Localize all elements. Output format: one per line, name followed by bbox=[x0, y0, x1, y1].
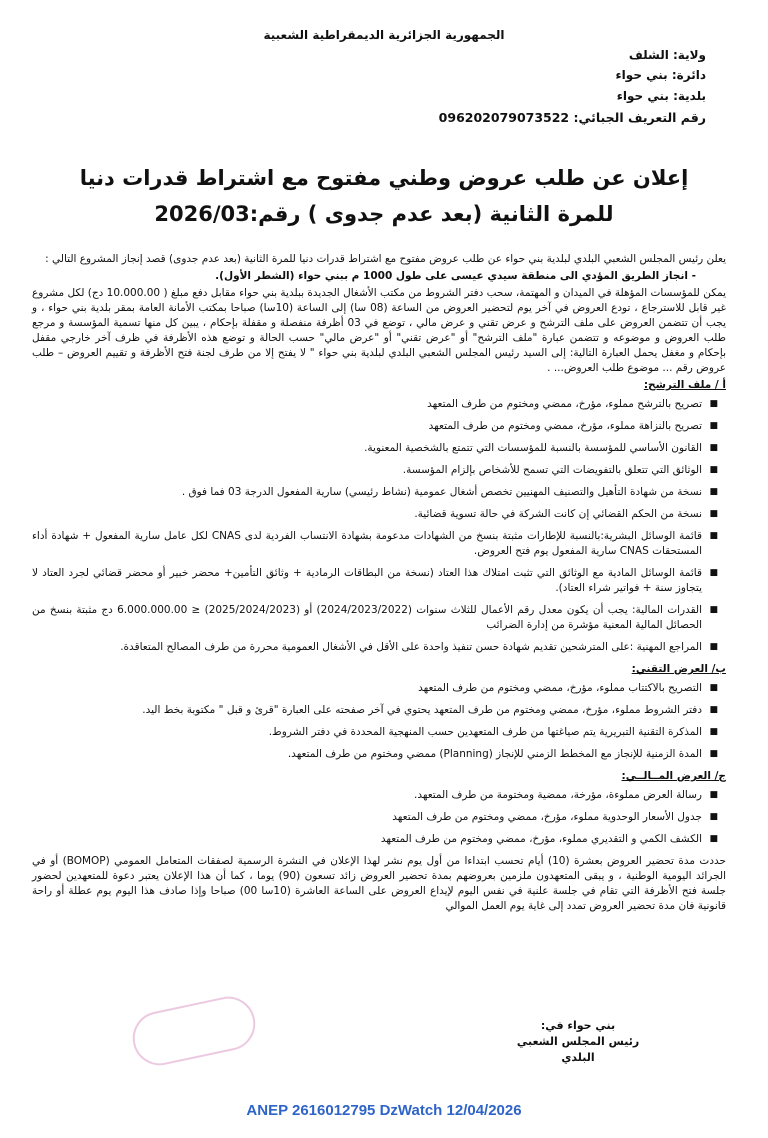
conditions-paragraph: يمكن للمؤسسات المؤهلة في الميدان و المهتمة، سحب دفتر الشروط من مكتب الأشغال الجديدة ببلدية بني حواء مقابل دفع مبلغ ( 10.000.00 دج) لكل مشروع غير قابل للاسترجاع ، تودع العروض في آخر يوم لتحضير العروض من الساعة (08 سا) إلى الساعة (10سا) صباحا بمكتب الأمانة العامة بمقر بلدية بني حواء ، و يجب أن تتضمن العروض على ملف الترشح و عرض تقني و عرض مالي ، توضع في 03 أظرفة منفصلة و مقفلة بإحكام ، يبين كل منها تسمية المؤسسة و مرجع طلب العروض و موضوعه و تتضمن عبارة "ملف الترشح" أو "عرض تقني" أو "عرض مالي" حسب الحالة و توضع هذه الأظرفة في ظرف آخر خارجي مقفل بإحكام و مغفل يحمل العبارة التالية: إلى السيد رئيس المجلس الشعبي البلدي لبلدية بني حواء " لا يفتح إلا من طرف لجنة فتح الأظرفة و تقييم العروض – طلب عروض رقم ... موضوع طلب العروض... . bbox=[32, 287, 727, 374]
bullet-icon: ■ bbox=[709, 749, 718, 759]
list-item: ■ المراجع المهنية :على المترشحين تقديم شهادة حسن تنفيذ واحدة على الأقل في الأشغال العمومية محررة من طرف المصالح المتعاقدة. bbox=[120, 641, 718, 653]
bullet-icon: ■ bbox=[709, 705, 718, 715]
signature-place: بني حواء في: bbox=[540, 1019, 616, 1032]
list-item: ■ المذكرة التقنية التبريرية يتم صياغتها من طرف المتعهدين حسب المنهجية المحددة في دفتر الشروط. bbox=[268, 726, 718, 738]
publication-reference: ANEP 2616012795 DzWatch 12/04/2026 bbox=[246, 1102, 522, 1119]
intro-paragraph: يعلن رئيس المجلس الشعبي البلدي لبلدية بني حواء عن طلب عروض مفتوح مع اشتراط قدرات دنيا للمرة الثانية (بعد عدم جدوى) قصد إنجاز المشروع التالي : bbox=[45, 253, 726, 265]
bullet-icon: ■ bbox=[709, 568, 718, 578]
title-line-1: إعلان عن طلب عروض وطني مفتوح مع اشتراط قدرات دنيا bbox=[79, 166, 689, 190]
bullet-icon: ■ bbox=[709, 465, 718, 475]
closing-paragraph: حددت مدة تحضير العروض بعشرة (10) أيام تحسب ابتداءا من أول يوم نشر لهذا الإعلان في النشرة الرسمية لصفقات المتعامل العمومي (BOMOP) أو في الجرائد اليومية الوطنية ، و يبقى المتعهدون ملزمين بعروضهم بمدة تحضير العروض زائد تسعون (90) يوما ، كما أن هذا الإعلان يعتبر دعوة للمتعهدين لحضور جلسة فتح الأظرفة التي تقام في جلسة علنية في نفس اليوم لإيداع العروض على الساعة العاشرة (10سا 00) صباحا وإذا صادف هذا اليوم يوم عطلة أو راحة قانونية فان مدة تحضير العروض تمدد إلى غاية يوم العمل الموالي bbox=[32, 855, 726, 912]
bullet-icon: ■ bbox=[709, 399, 718, 409]
wilaya-label: ولاية: الشلف bbox=[628, 48, 706, 62]
bullet-icon: ■ bbox=[709, 531, 718, 541]
list-item: ■ تصريح بالترشح مملوء، مؤرخ، ممضي ومختوم من طرف المتعهد bbox=[427, 398, 718, 410]
signature-title: رئيس المجلس الشعبي البلدي bbox=[516, 1035, 640, 1064]
list-item: ■ تصريح بالنزاهة مملوء، مؤرخ، ممضي ومختوم من طرف المتعهد bbox=[428, 420, 718, 432]
bullet-icon: ■ bbox=[709, 834, 718, 844]
list-item: ■ دفتر الشروط مملوء، مؤرخ، ممضي ومختوم من طرف المتعهد يحتوي في آخر صفحته على العبارة "قرئ و قبل " مكتوبة بخط اليد. bbox=[142, 704, 718, 716]
list-item: ■ قائمة الوسائل البشرية:بالنسبة للإطارات مثبتة بنسخ من الشهادات مدعومة بشهادة الانتساب الفردية لدى CNAS لكل عامل سارية المفعول + شهادة أداء المستحقات CNAS سارية المفعول يوم فتح العروض. bbox=[32, 530, 718, 557]
section-b-list bbox=[32, 681, 726, 762]
bullet-icon: ■ bbox=[709, 790, 718, 800]
section-c-list bbox=[32, 788, 726, 847]
signature-block bbox=[508, 1018, 648, 1066]
list-item: ■ نسخة من الحكم القضائي إن كانت الشركة في حالة تسوية قضائية. bbox=[414, 508, 718, 520]
bullet-icon: ■ bbox=[709, 812, 718, 822]
list-item: ■ القدرات المالية: يجب أن يكون معدل رقم الأعمال للثلاث سنوات (2024/2023/2022) أو (2025/2024/2023) ≤ 6.000.000.00 دج مثبتة بنسخ من الحصائل المالية المعنية مؤشرة من إدارة الضرائب bbox=[32, 604, 718, 631]
list-item: ■ التصريح بالاكتتاب مملوء، مؤرخ، ممضي ومختوم من طرف المتعهد bbox=[418, 682, 718, 694]
republic-heading: الجمهورية الجزائرية الديمقراطية الشعبية bbox=[263, 28, 505, 42]
section-a-title: أ / ملف الترشح: bbox=[643, 379, 726, 391]
bullet-icon: ■ bbox=[709, 683, 718, 693]
bullet-icon: ■ bbox=[709, 487, 718, 497]
bullet-icon: ■ bbox=[709, 509, 718, 519]
section-b-title: ب/ العرض التقني: bbox=[631, 663, 726, 675]
bullet-icon: ■ bbox=[709, 727, 718, 737]
section-a-list bbox=[32, 397, 726, 655]
list-item: ■ المدة الزمنية للإنجاز مع المخطط الزمني للإنجاز (Planning) ممضي ومختوم من طرف المتعهد. bbox=[287, 748, 718, 760]
list-item: ■ الكشف الكمي و التقديري مملوء، مؤرخ، ممضي ومختوم من طرف المتعهد bbox=[380, 833, 718, 845]
bullet-icon: ■ bbox=[709, 642, 718, 652]
list-item: ■ القانون الأساسي للمؤسسة بالنسبة للمؤسسات التي تتمتع بالشخصية المعنوية. bbox=[364, 442, 718, 454]
list-item: ■ الوثائق التي تتعلق بالتفويضات التي تسمح للأشخاص بإلزام المؤسسة. bbox=[402, 464, 718, 476]
bullet-icon: ■ bbox=[709, 443, 718, 453]
stamp-icon bbox=[128, 992, 261, 1071]
list-item: ■ رسالة العرض مملوءة، مؤرخة، ممضية ومختومة من طرف المتعهد. bbox=[414, 789, 718, 801]
announcement-body bbox=[32, 252, 726, 916]
bullet-icon: ■ bbox=[709, 605, 718, 615]
daira-label: دائرة: بني حواء bbox=[615, 68, 706, 82]
bullet-icon: ■ bbox=[709, 421, 718, 431]
list-item: ■ جدول الأسعار الوحدوية مملوء، مؤرخ، ممضي ومختوم من طرف المتعهد bbox=[392, 811, 718, 823]
commune-label: بلدية: بني حواء bbox=[616, 89, 706, 103]
list-item: ■ نسخة من شهادة التأهيل والتصنيف المهنيين تخصص أشغال عمومية (نشاط رئيسي) سارية المفعول الدرجة 03 فما فوق . bbox=[181, 486, 718, 498]
project-line: - انجاز الطريق المؤدي الى منطقة سيدي عيسى على طول 1000 م ببني حواء (الشطر الأول). bbox=[215, 270, 696, 282]
list-item: ■ قائمة الوسائل المادية مع الوثائق التي تثبت امتلاك هذا العتاد (نسخة من البطاقات الرمادية + وثائق التأمين+ محضر خبير أو محضر قضائي لجرد العتاد لا يتجاوز سنة + فواتير شراء العتاد). bbox=[32, 567, 718, 594]
section-c-title: ج/ العرض المــالــي: bbox=[621, 770, 726, 782]
tax-id: رقم التعريف الجبائي: 096202079073522 bbox=[438, 110, 706, 125]
title-line-2: للمرة الثانية (بعد عدم جدوى ) رقم:2026/03 bbox=[154, 202, 614, 226]
